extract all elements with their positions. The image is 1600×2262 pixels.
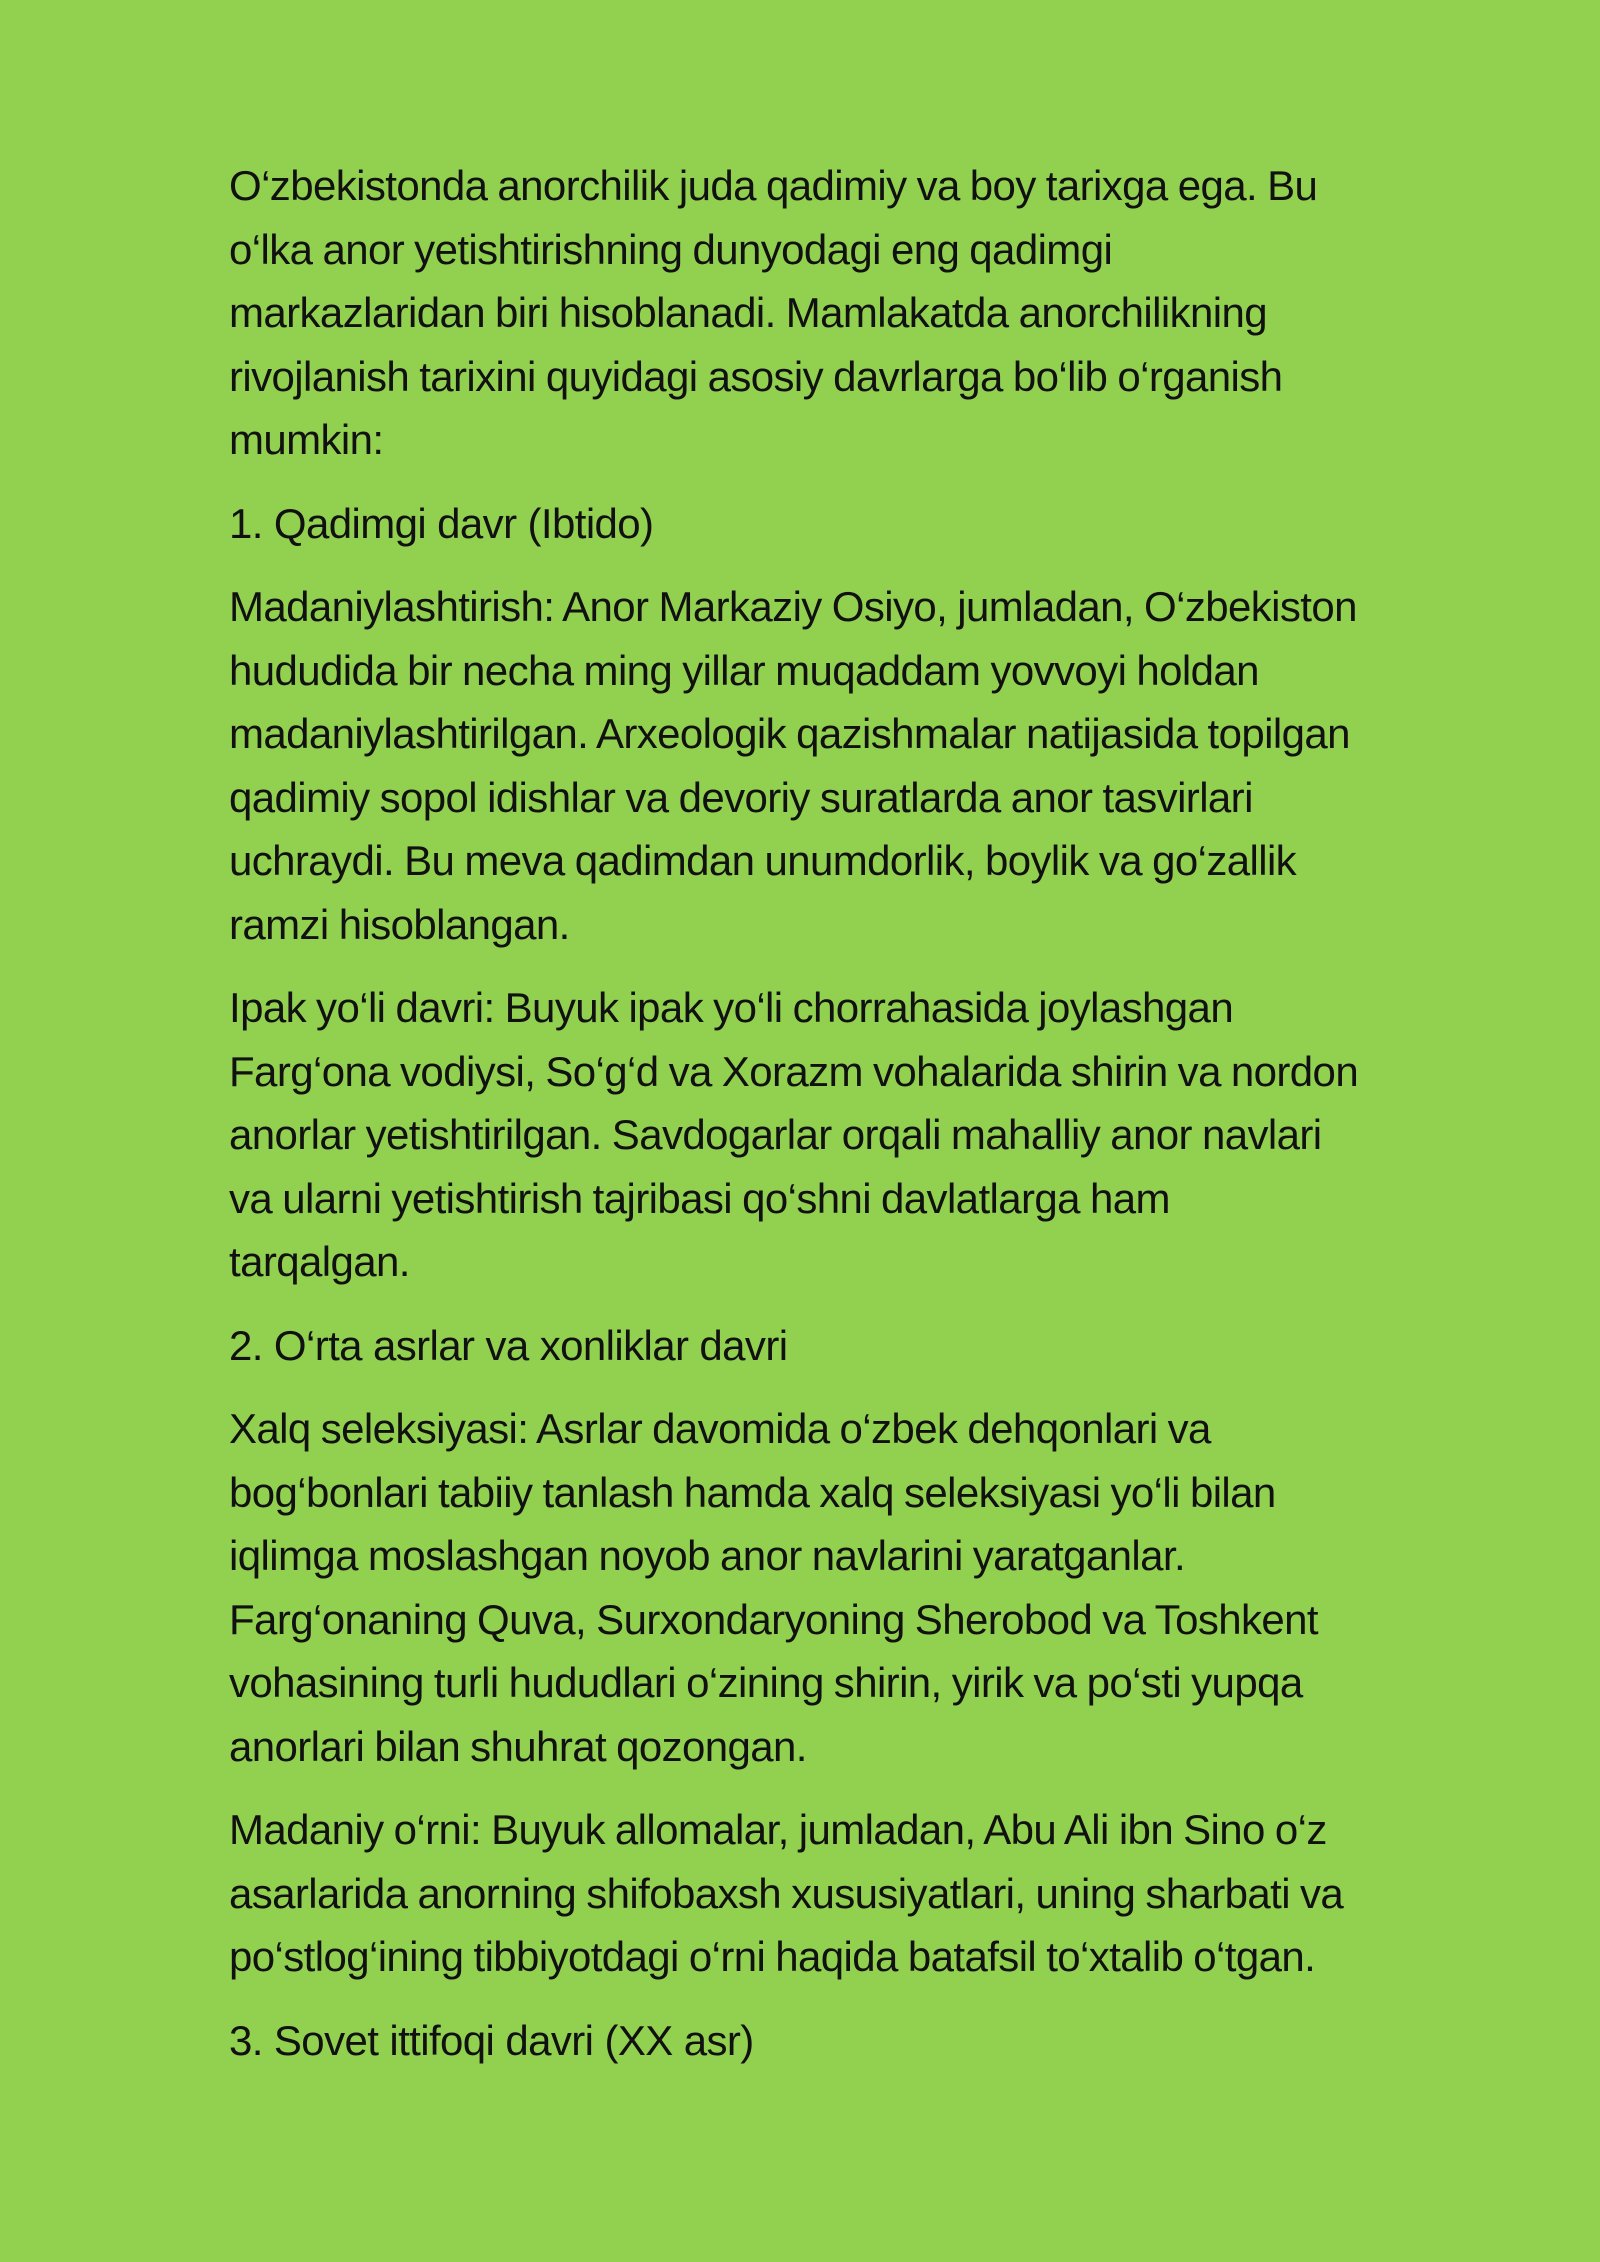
section-1-heading: 1. Qadimgi davr (Ibtido) <box>229 499 654 547</box>
section-1-paragraph-cultivation: Madaniylashtirish: Anor Markaziy Osiyo, jumladan, O‘zbekiston hududida bir necha ming yillar muqaddam yovvoyi holdan madaniylashtirilgan. Arxeologik qazishmalar natijasida topilgan qadimiy sopol idishlar va devoriy suratlarda anor tasvirlari uchraydi. Bu meva qadimdan unumdorlik, boylik va go‘zallik ramzi hisoblangan. <box>229 583 1357 948</box>
section-3-heading: 3. Sovet ittifoqi davri (XX asr) <box>229 2016 754 2064</box>
section-2-heading: 2. O‘rta asrlar va xonliklar davri <box>229 1321 788 1369</box>
section-1-paragraph-silk-road: Ipak yo‘li davri: Buyuk ipak yo‘li chorrahasida joylashgan Farg‘ona vodiysi, So‘g‘d va Xorazm vohalarida shirin va nordon anorlar yetishtirilgan. Savdogarlar orqali mahalliy anor navlari va ularni yetishtirish tajribasi qo‘shni davlatlarga ham tarqalgan. <box>229 984 1359 1285</box>
section-2-paragraph-cultural-role: Madaniy o‘rni: Buyuk allomalar, jumladan, Abu Ali ibn Sino o‘z asarlarida anorning shifobaxsh xususiyatlari, uning sharbati va po‘stlog‘ining tibbiyotdagi o‘rni haqida batafsil to‘xtalib o‘tgan. <box>229 1806 1344 1980</box>
intro-paragraph: O‘zbekistonda anorchilik juda qadimiy va boy tarixga ega. Bu o‘lka anor yetishtirishning dunyodagi eng qadimgi markazlaridan biri hisoblanadi. Mamlakatda anorchilikning rivojlanish tarixini quyidagi asosiy davrlarga bo‘lib o‘rganish mumkin: <box>229 162 1318 463</box>
section-2-paragraph-folk-selection: Xalq seleksiyasi: Asrlar davomida o‘zbek dehqonlari va bog‘bonlari tabiiy tanlash hamda xalq seleksiyasi yo‘li bilan iqlimga moslashgan noyob anor navlarini yaratganlar. Farg‘onaning Quva, Surxondaryoning Sherobod va Toshkent vohasining turli hududlari o‘zining shirin, yirik va po‘sti yupqa anorlari bilan shuhrat qozongan. <box>229 1405 1318 1770</box>
document-body <box>229 154 1479 2092</box>
